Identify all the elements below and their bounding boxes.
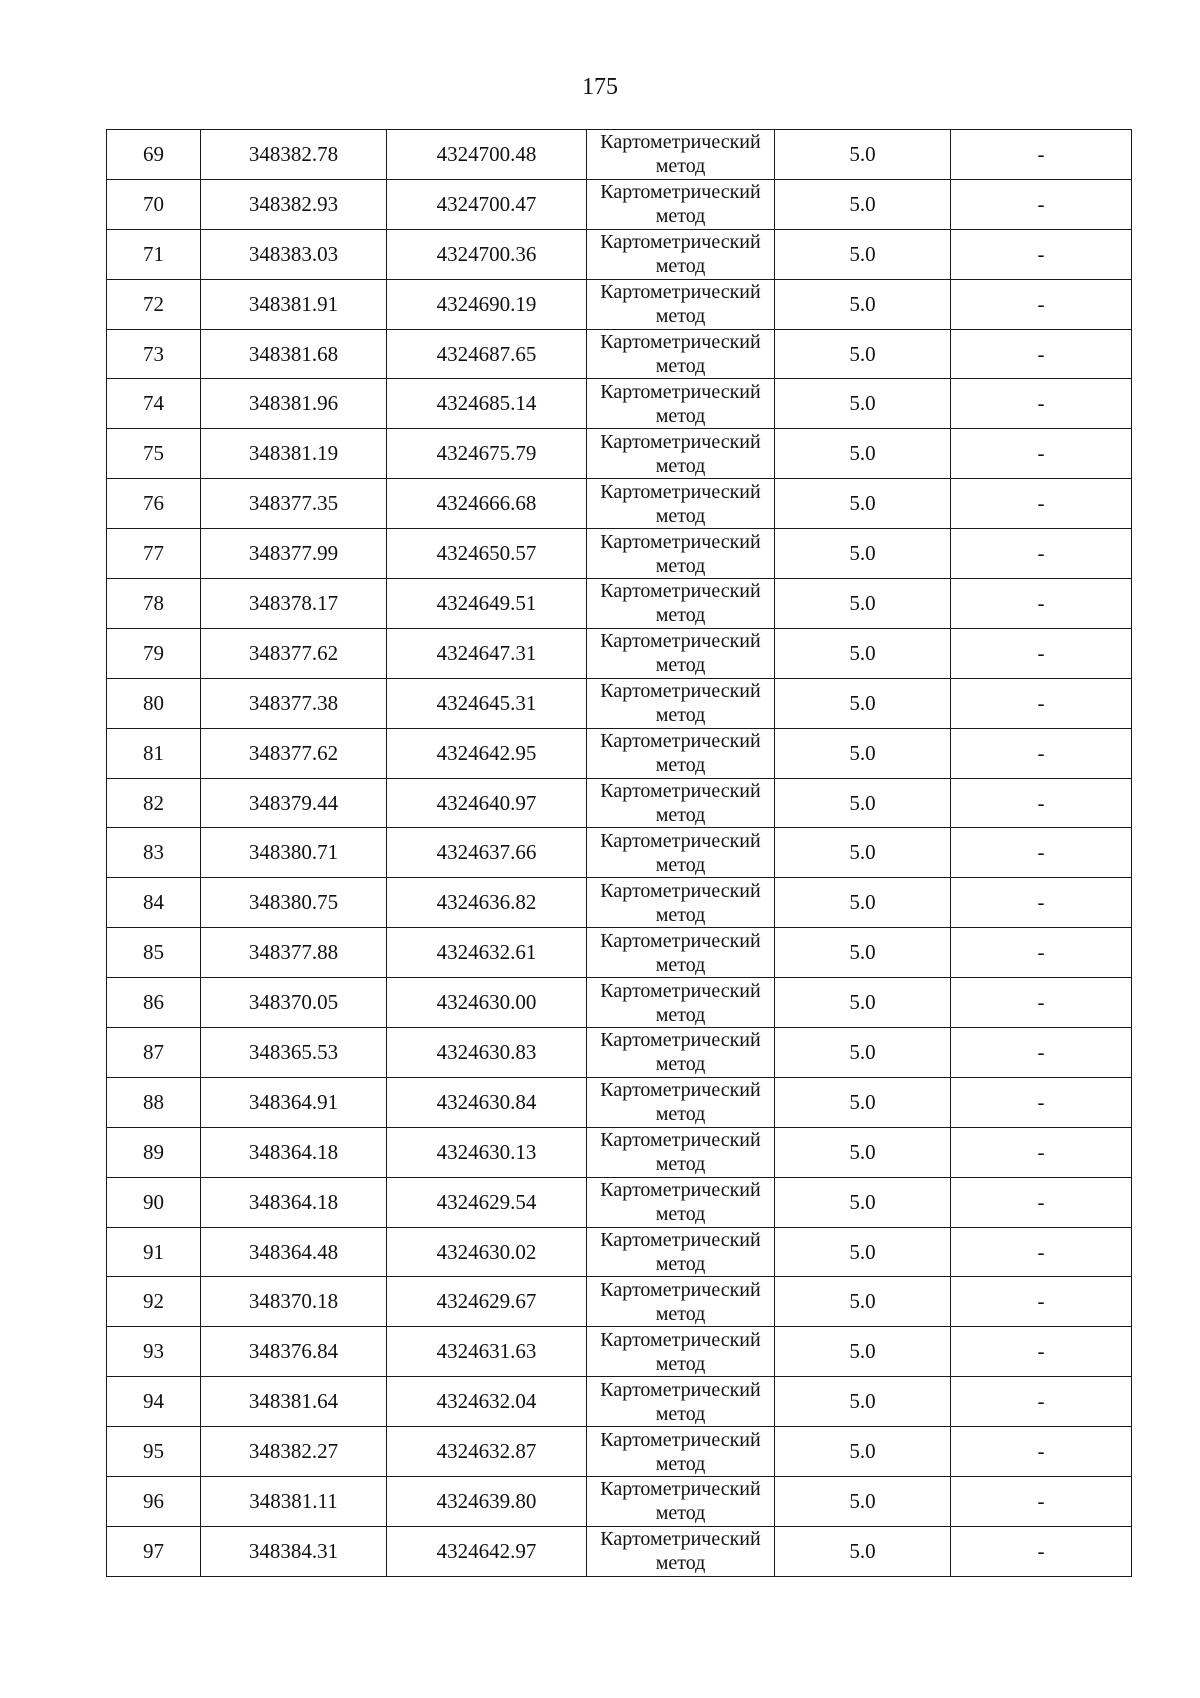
x-coordinate-cell: 348364.18 — [201, 1177, 387, 1227]
method-cell — [587, 1277, 775, 1327]
coordinates-table — [106, 129, 1132, 1577]
method-line-1: Картометрический — [600, 131, 761, 154]
note-cell: - — [951, 379, 1132, 429]
accuracy-cell: 5.0 — [775, 728, 951, 778]
method-line-1: Картометрический — [600, 630, 761, 653]
y-coordinate-cell: 4324700.47 — [387, 179, 587, 229]
y-coordinate-cell: 4324700.36 — [387, 229, 587, 279]
accuracy-cell: 5.0 — [775, 529, 951, 579]
method-cell — [587, 778, 775, 828]
note-cell: - — [951, 429, 1132, 479]
y-coordinate-cell: 4324630.84 — [387, 1077, 587, 1127]
method-line-1: Картометрический — [600, 979, 761, 1002]
note-cell: - — [951, 1377, 1132, 1427]
note-cell: - — [951, 828, 1132, 878]
method-line-1: Картометрический — [600, 680, 761, 703]
method-line-1: Картометрический — [600, 1378, 761, 1401]
y-coordinate-cell: 4324647.31 — [387, 628, 587, 678]
method-cell — [587, 429, 775, 479]
method-line-1: Картометрический — [600, 1229, 761, 1252]
accuracy-cell: 5.0 — [775, 1477, 951, 1527]
table-row — [107, 778, 1132, 828]
method-cell — [587, 529, 775, 579]
table-row — [107, 1277, 1132, 1327]
method-cell — [587, 978, 775, 1028]
y-coordinate-cell: 4324685.14 — [387, 379, 587, 429]
table-row — [107, 628, 1132, 678]
accuracy-cell: 5.0 — [775, 1526, 951, 1576]
y-coordinate-cell: 4324687.65 — [387, 329, 587, 379]
method-cell — [587, 279, 775, 329]
method-line-2: метод — [655, 255, 706, 278]
note-cell: - — [951, 1277, 1132, 1327]
x-coordinate-cell: 348377.62 — [201, 728, 387, 778]
table-row — [107, 479, 1132, 529]
method-line-2: метод — [655, 1253, 706, 1276]
accuracy-cell: 5.0 — [775, 1277, 951, 1327]
method-line-2: метод — [655, 853, 706, 876]
method-line-1: Картометрический — [600, 780, 761, 803]
y-coordinate-cell: 4324630.00 — [387, 978, 587, 1028]
method-cell — [587, 878, 775, 928]
method-line-2: метод — [655, 903, 706, 926]
accuracy-cell: 5.0 — [775, 1327, 951, 1377]
method-line-2: метод — [655, 355, 706, 377]
table-row — [107, 1327, 1132, 1377]
y-coordinate-cell: 4324666.68 — [387, 479, 587, 529]
point-number-cell: 95 — [107, 1427, 201, 1477]
x-coordinate-cell: 348379.44 — [201, 778, 387, 828]
method-line-2: метод — [655, 953, 706, 976]
point-number-cell: 92 — [107, 1277, 201, 1327]
point-number-cell: 94 — [107, 1377, 201, 1427]
accuracy-cell: 5.0 — [775, 379, 951, 429]
method-line-1: Картометрический — [600, 1428, 761, 1451]
point-number-cell: 80 — [107, 678, 201, 728]
point-number-cell: 90 — [107, 1177, 201, 1227]
point-number-cell: 93 — [107, 1327, 201, 1377]
table-row — [107, 1077, 1132, 1127]
method-cell — [587, 1526, 775, 1576]
table-row — [107, 529, 1132, 579]
accuracy-cell: 5.0 — [775, 878, 951, 928]
point-number-cell: 77 — [107, 529, 201, 579]
x-coordinate-cell: 348364.91 — [201, 1077, 387, 1127]
method-line-2: метод — [655, 1552, 706, 1575]
method-cell — [587, 1477, 775, 1527]
accuracy-cell: 5.0 — [775, 1227, 951, 1277]
note-cell: - — [951, 1028, 1132, 1078]
method-line-2: метод — [655, 205, 706, 228]
table-row — [107, 1177, 1132, 1227]
y-coordinate-cell: 4324630.13 — [387, 1127, 587, 1177]
method-cell — [587, 1377, 775, 1427]
y-coordinate-cell: 4324630.02 — [387, 1227, 587, 1277]
point-number-cell: 83 — [107, 828, 201, 878]
table-row — [107, 1477, 1132, 1527]
method-line-2: метод — [655, 1302, 706, 1325]
y-coordinate-cell: 4324650.57 — [387, 529, 587, 579]
x-coordinate-cell: 348381.96 — [201, 379, 387, 429]
table-row — [107, 179, 1132, 229]
note-cell: - — [951, 479, 1132, 529]
method-line-2: метод — [655, 305, 706, 328]
method-cell — [587, 229, 775, 279]
x-coordinate-cell: 348381.91 — [201, 279, 387, 329]
method-line-2: метод — [655, 1203, 706, 1226]
x-coordinate-cell: 348381.64 — [201, 1377, 387, 1427]
note-cell: - — [951, 1177, 1132, 1227]
point-number-cell: 78 — [107, 579, 201, 629]
method-line-1: Картометрический — [600, 530, 761, 553]
method-line-2: метод — [655, 1103, 706, 1126]
point-number-cell: 73 — [107, 329, 201, 379]
y-coordinate-cell: 4324645.31 — [387, 678, 587, 728]
point-number-cell: 88 — [107, 1077, 201, 1127]
x-coordinate-cell: 348370.05 — [201, 978, 387, 1028]
accuracy-cell: 5.0 — [775, 828, 951, 878]
method-line-1: Картометрический — [600, 480, 761, 503]
method-line-1: Картометрический — [600, 1478, 761, 1501]
method-line-1: Картометрический — [600, 879, 761, 902]
y-coordinate-cell: 4324675.79 — [387, 429, 587, 479]
y-coordinate-cell: 4324630.83 — [387, 1028, 587, 1078]
x-coordinate-cell: 348364.18 — [201, 1127, 387, 1177]
method-line-1: Картометрический — [600, 1129, 761, 1152]
point-number-cell: 72 — [107, 279, 201, 329]
y-coordinate-cell: 4324629.67 — [387, 1277, 587, 1327]
note-cell: - — [951, 1127, 1132, 1177]
accuracy-cell: 5.0 — [775, 229, 951, 279]
accuracy-cell: 5.0 — [775, 329, 951, 379]
y-coordinate-cell: 4324636.82 — [387, 878, 587, 928]
note-cell: - — [951, 179, 1132, 229]
method-line-2: метод — [655, 804, 706, 827]
y-coordinate-cell: 4324690.19 — [387, 279, 587, 329]
note-cell: - — [951, 1327, 1132, 1377]
method-line-2: метод — [655, 554, 706, 577]
note-cell: - — [951, 778, 1132, 828]
method-line-2: метод — [655, 654, 706, 677]
point-number-cell: 87 — [107, 1028, 201, 1078]
x-coordinate-cell: 348381.11 — [201, 1477, 387, 1527]
table-row — [107, 678, 1132, 728]
accuracy-cell: 5.0 — [775, 279, 951, 329]
method-line-1: Картометрический — [600, 281, 761, 304]
note-cell: - — [951, 1427, 1132, 1477]
method-line-2: метод — [655, 1053, 706, 1076]
point-number-cell: 71 — [107, 229, 201, 279]
table-row — [107, 828, 1132, 878]
method-line-1: Картометрический — [600, 730, 761, 753]
point-number-cell: 86 — [107, 978, 201, 1028]
note-cell: - — [951, 678, 1132, 728]
y-coordinate-cell: 4324649.51 — [387, 579, 587, 629]
point-number-cell: 74 — [107, 379, 201, 429]
accuracy-cell: 5.0 — [775, 778, 951, 828]
point-number-cell: 81 — [107, 728, 201, 778]
method-line-2: метод — [655, 155, 706, 178]
table-row — [107, 429, 1132, 479]
method-cell — [587, 329, 775, 379]
point-number-cell: 85 — [107, 928, 201, 978]
x-coordinate-cell: 348383.03 — [201, 229, 387, 279]
table-row — [107, 1427, 1132, 1477]
accuracy-cell: 5.0 — [775, 1028, 951, 1078]
x-coordinate-cell: 348377.88 — [201, 928, 387, 978]
method-cell — [587, 579, 775, 629]
method-line-1: Картометрический — [600, 1328, 761, 1351]
method-line-2: метод — [655, 404, 706, 427]
method-line-2: метод — [655, 754, 706, 777]
x-coordinate-cell: 348377.99 — [201, 529, 387, 579]
method-cell — [587, 1077, 775, 1127]
x-coordinate-cell: 348382.78 — [201, 130, 387, 180]
table-row — [107, 379, 1132, 429]
accuracy-cell: 5.0 — [775, 579, 951, 629]
table-row — [107, 1377, 1132, 1427]
point-number-cell: 84 — [107, 878, 201, 928]
method-cell — [587, 728, 775, 778]
table-row — [107, 928, 1132, 978]
method-line-1: Картометрический — [600, 829, 761, 852]
method-cell — [587, 130, 775, 180]
note-cell: - — [951, 1077, 1132, 1127]
x-coordinate-cell: 348381.68 — [201, 329, 387, 379]
coordinates-table-body — [107, 130, 1132, 1577]
method-cell — [587, 1028, 775, 1078]
method-line-1: Картометрический — [600, 380, 761, 403]
method-cell — [587, 379, 775, 429]
method-line-2: метод — [655, 454, 706, 477]
accuracy-cell: 5.0 — [775, 628, 951, 678]
table-row — [107, 728, 1132, 778]
accuracy-cell: 5.0 — [775, 1377, 951, 1427]
method-line-1: Картометрический — [600, 231, 761, 254]
note-cell: - — [951, 728, 1132, 778]
method-cell — [587, 1327, 775, 1377]
x-coordinate-cell: 348377.62 — [201, 628, 387, 678]
y-coordinate-cell: 4324632.87 — [387, 1427, 587, 1477]
x-coordinate-cell: 348380.71 — [201, 828, 387, 878]
note-cell: - — [951, 229, 1132, 279]
note-cell: - — [951, 928, 1132, 978]
note-cell: - — [951, 529, 1132, 579]
accuracy-cell: 5.0 — [775, 1127, 951, 1177]
method-cell — [587, 828, 775, 878]
method-line-1: Картометрический — [600, 580, 761, 603]
method-line-1: Картометрический — [600, 929, 761, 952]
note-cell: - — [951, 1477, 1132, 1527]
accuracy-cell: 5.0 — [775, 130, 951, 180]
x-coordinate-cell: 348370.18 — [201, 1277, 387, 1327]
note-cell: - — [951, 579, 1132, 629]
accuracy-cell: 5.0 — [775, 1427, 951, 1477]
x-coordinate-cell: 348377.35 — [201, 479, 387, 529]
method-cell — [587, 479, 775, 529]
method-line-2: метод — [655, 704, 706, 727]
accuracy-cell: 5.0 — [775, 479, 951, 529]
point-number-cell: 96 — [107, 1477, 201, 1527]
table-row — [107, 1526, 1132, 1576]
point-number-cell: 97 — [107, 1526, 201, 1576]
table-row — [107, 229, 1132, 279]
y-coordinate-cell: 4324629.54 — [387, 1177, 587, 1227]
accuracy-cell: 5.0 — [775, 978, 951, 1028]
point-number-cell: 69 — [107, 130, 201, 180]
note-cell: - — [951, 1227, 1132, 1277]
method-line-2: метод — [655, 1003, 706, 1026]
y-coordinate-cell: 4324639.80 — [387, 1477, 587, 1527]
table-row — [107, 130, 1132, 180]
method-line-2: метод — [655, 1153, 706, 1176]
point-number-cell: 70 — [107, 179, 201, 229]
accuracy-cell: 5.0 — [775, 1077, 951, 1127]
note-cell: - — [951, 1526, 1132, 1576]
note-cell: - — [951, 978, 1132, 1028]
table-row — [107, 1127, 1132, 1177]
point-number-cell: 89 — [107, 1127, 201, 1177]
x-coordinate-cell: 348382.93 — [201, 179, 387, 229]
y-coordinate-cell: 4324632.61 — [387, 928, 587, 978]
method-line-2: метод — [655, 604, 706, 627]
point-number-cell: 91 — [107, 1227, 201, 1277]
y-coordinate-cell: 4324637.66 — [387, 828, 587, 878]
table-row — [107, 978, 1132, 1028]
point-number-cell: 82 — [107, 778, 201, 828]
method-cell — [587, 1227, 775, 1277]
x-coordinate-cell: 348384.31 — [201, 1526, 387, 1576]
y-coordinate-cell: 4324642.97 — [387, 1526, 587, 1576]
page-number: 175 — [582, 74, 618, 100]
method-cell — [587, 928, 775, 978]
method-line-2: метод — [655, 1502, 706, 1525]
x-coordinate-cell: 348381.19 — [201, 429, 387, 479]
x-coordinate-cell: 348380.75 — [201, 878, 387, 928]
table-row — [107, 329, 1132, 379]
method-cell — [587, 628, 775, 678]
method-line-2: метод — [655, 1452, 706, 1475]
note-cell: - — [951, 628, 1132, 678]
x-coordinate-cell: 348365.53 — [201, 1028, 387, 1078]
method-line-2: метод — [655, 504, 706, 527]
y-coordinate-cell: 4324700.48 — [387, 130, 587, 180]
accuracy-cell: 5.0 — [775, 678, 951, 728]
y-coordinate-cell: 4324640.97 — [387, 778, 587, 828]
table-row — [107, 878, 1132, 928]
x-coordinate-cell: 348377.38 — [201, 678, 387, 728]
table-row — [107, 1028, 1132, 1078]
table-row — [107, 279, 1132, 329]
accuracy-cell: 5.0 — [775, 429, 951, 479]
note-cell: - — [951, 130, 1132, 180]
method-cell — [587, 1127, 775, 1177]
note-cell: - — [951, 329, 1132, 379]
x-coordinate-cell: 348376.84 — [201, 1327, 387, 1377]
method-line-2: метод — [655, 1352, 706, 1375]
accuracy-cell: 5.0 — [775, 179, 951, 229]
note-cell: - — [951, 279, 1132, 329]
note-cell: - — [951, 878, 1132, 928]
x-coordinate-cell: 348364.48 — [201, 1227, 387, 1277]
accuracy-cell: 5.0 — [775, 928, 951, 978]
x-coordinate-cell: 348378.17 — [201, 579, 387, 629]
method-line-1: Картометрический — [600, 331, 761, 353]
method-cell — [587, 179, 775, 229]
y-coordinate-cell: 4324631.63 — [387, 1327, 587, 1377]
accuracy-cell: 5.0 — [775, 1177, 951, 1227]
point-number-cell: 75 — [107, 429, 201, 479]
method-cell — [587, 1427, 775, 1477]
method-line-1: Картометрический — [600, 181, 761, 204]
method-line-1: Картометрический — [600, 1278, 761, 1301]
x-coordinate-cell: 348382.27 — [201, 1427, 387, 1477]
table-row — [107, 579, 1132, 629]
method-line-1: Картометрический — [600, 1079, 761, 1102]
point-number-cell: 79 — [107, 628, 201, 678]
method-line-1: Картометрический — [600, 1179, 761, 1202]
method-line-2: метод — [655, 1402, 706, 1425]
point-number-cell: 76 — [107, 479, 201, 529]
method-line-1: Картометрический — [600, 1528, 761, 1551]
y-coordinate-cell: 4324642.95 — [387, 728, 587, 778]
table-row — [107, 1227, 1132, 1277]
y-coordinate-cell: 4324632.04 — [387, 1377, 587, 1427]
method-cell — [587, 1177, 775, 1227]
method-cell — [587, 678, 775, 728]
method-line-1: Картометрический — [600, 430, 761, 453]
method-line-1: Картометрический — [600, 1029, 761, 1052]
